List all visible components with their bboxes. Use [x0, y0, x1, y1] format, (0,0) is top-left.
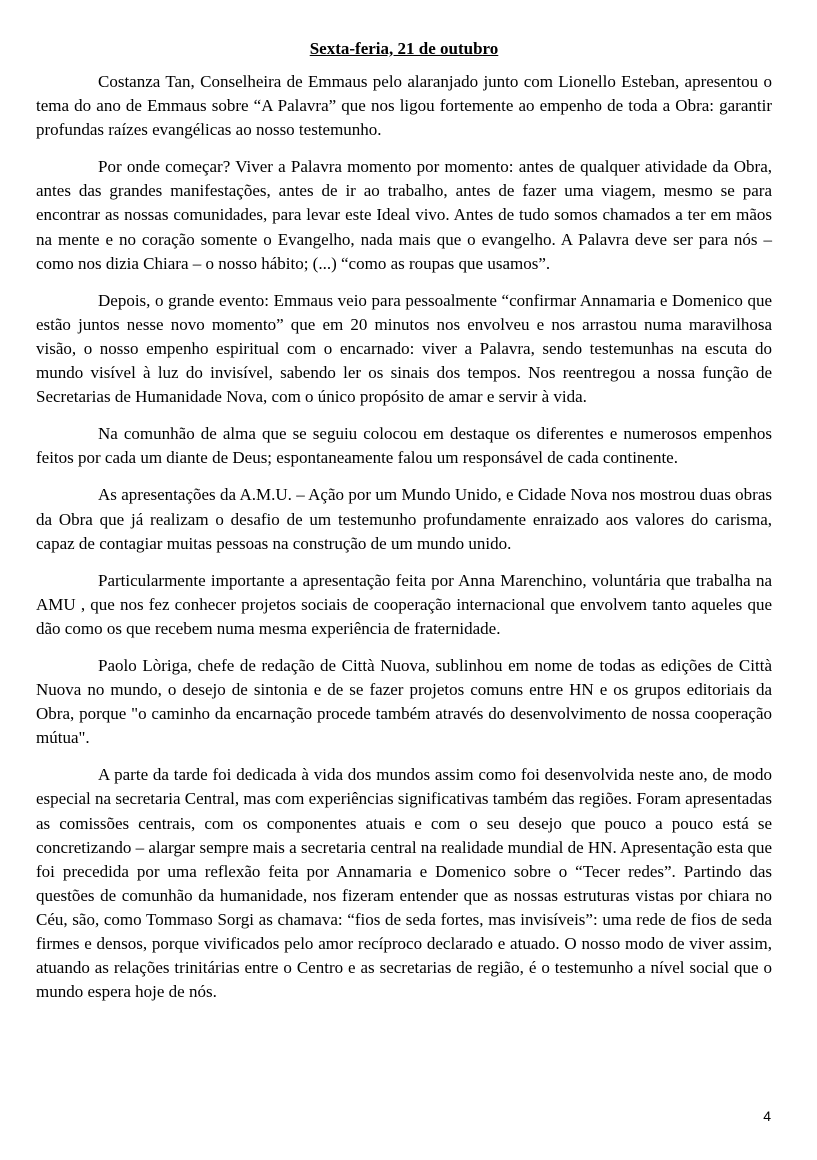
paragraph-3: Depois, o grande evento: Emmaus veio para pessoalmente “confirmar Annamaria e Domenico que estão juntos nesse novo momento” que em 20 minutos nos envolveu e nos arrastou numa maravilhosa visão, o nosso empenho espiritual com o encarnado: viver a Palavra, sendo testemunhas na escuta do mundo visível à luz do invisível, sabendo ler os sinais dos tempos. Nos reentregou a nossa função de Secretarias de Humanidade Nova, com o único propósito de amar e servir à vida.: [36, 290, 772, 407]
paragraph-1: Costanza Tan, Conselheira de Emmaus pelo alaranjado junto com Lionello Esteban, apresentou o tema do ano de Emmaus sobre “A Palavra” que nos ligou fortemente ao empenho de toda a Obra: garantir profundas raízes evangélicas ao nosso testemunho.: [36, 72, 772, 140]
page-title: Sexta-feria, 21 de outubro: [309, 39, 499, 58]
page-number: 4: [763, 1108, 771, 1124]
paragraph-2: Por onde começar? Viver a Palavra momento por momento: antes de qualquer atividade da Obra, antes das grandes manifestações, antes de ir ao trabalho, antes de fazer uma viagem, mesmo se para encontrar as nossas comunidades, para levar este Ideal vivo. Antes de tudo somos chamados a ter em mãos na mente e no coração somente o Evangelho, nada mais que o evangelho. A Palavra deve ser para nós – como nos dizia Chiara – o nosso hábito; (...) “como as roupas que usamos”.: [36, 157, 772, 273]
paragraph-7: Paolo Lòriga, chefe de redação de Città Nuova, sublinhou em nome de todas as edições de Città Nuova no mundo, o desejo de sintonia e de se fazer projetos comuns entre HN e os grupos editoriais da Obra, porque "o caminho da encarnação procede também através do desenvolvimento de nossa cooperação mútua".: [36, 655, 772, 748]
document-body: [36, 38, 772, 1017]
paragraph-5: As apresentações da A.M.U. – Ação por um Mundo Unido, e Cidade Nova nos mostrou duas obras da Obra que já realizam o desafio de um testemunho profundamente enraizado aos valores do carisma, capaz de contagiar muitas pessoas na construção de um mundo unido.: [36, 485, 772, 553]
paragraph-4: Na comunhão de alma que se seguiu colocou em destaque os diferentes e numerosos empenhos feitos por cada um diante de Deus; espontaneamente falou um responsável de cada continente.: [36, 424, 772, 468]
paragraph-6: Particularmente importante a apresentação feita por Anna Marenchino, voluntária que trabalha na AMU , que nos fez conhecer projetos sociais de cooperação internacional que envolvem tanto aqueles que dão como os que recebem numa mesma experiência de fraternidade.: [36, 570, 772, 638]
paragraph-8: A parte da tarde foi dedicada à vida dos mundos assim como foi desenvolvida neste ano, de modo especial na secretaria Central, mas com experiências significativas também das regiões. Foram apresentadas as comissões centrais, com os componentes atuais e com o seu desejo que pouco a pouco está se concretizando – alargar sempre mais a secretaria central na realidade mundial de HN. Apresentação esta que foi precedida por uma reflexão feita por Annamaria e Domenico sobre o “Tecer redes”. Partindo das questões de comunhão da humanidade, nos fizeram entender que as nossas estruturas vistas por chiara no Céu, são, como Tommaso Sorgi as chamava: “fios de seda fortes, mas invisíveis”: uma rede de fios de seda firmes e densos, porque vivificados pelo amor recíproco declarado e atuado. O nosso modo de viver assim, atuando as relações trinitárias entre o Centro e as secretarias de região, é o testemunho a nível social que o mundo espera hoje de nós.: [36, 765, 772, 1002]
